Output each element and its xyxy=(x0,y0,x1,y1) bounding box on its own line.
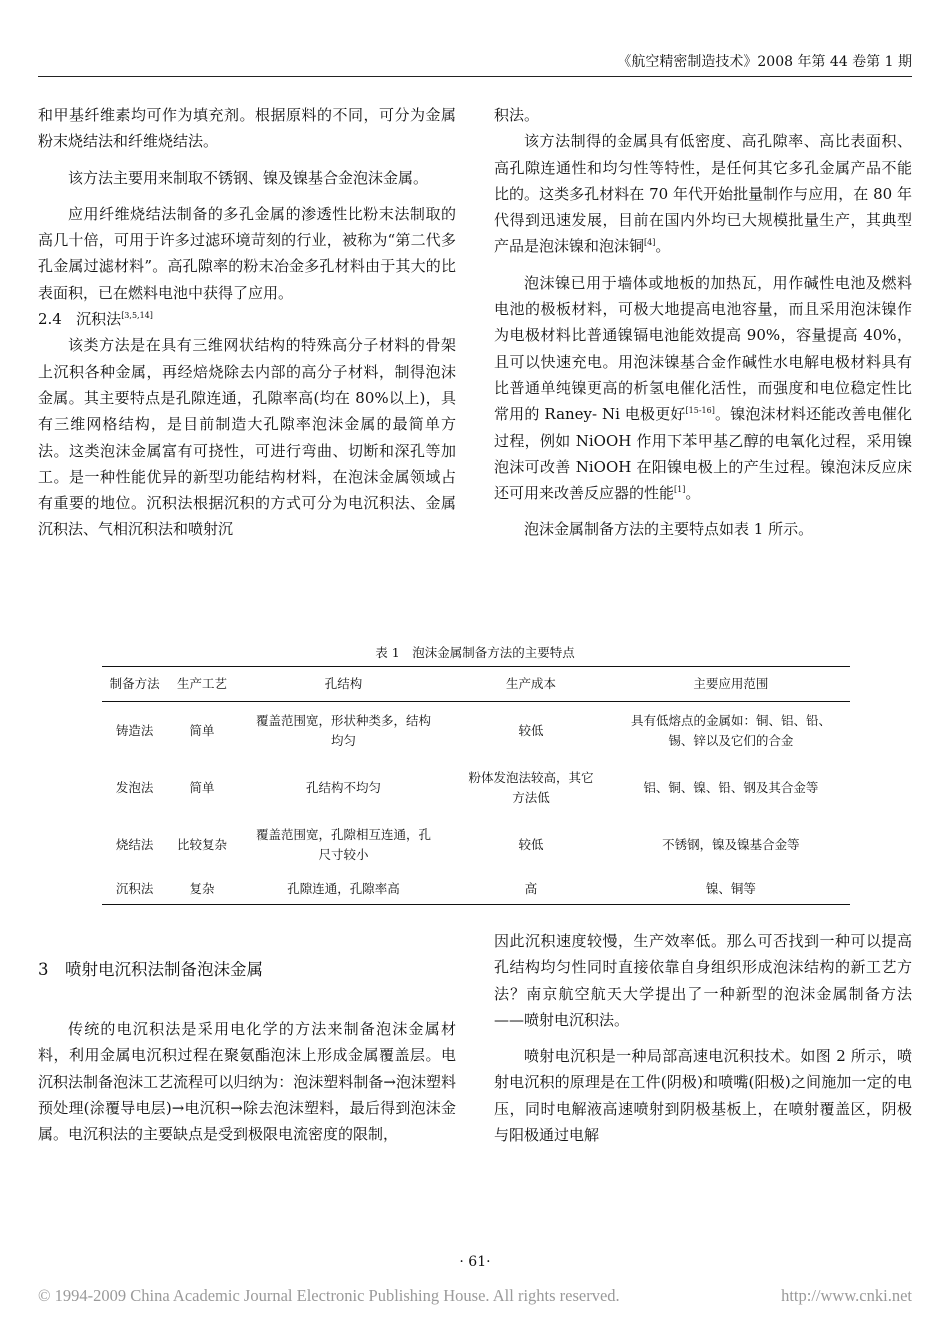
column-header: 生产工艺 xyxy=(167,667,237,702)
paragraph: 传统的电沉积法是采用电化学的方法来制备泡沫金属材料，利用金属电沉积过程在聚氨酯泡沫上形成金属覆盖层。电沉积法制备泡沫工艺流程可以归纳为：泡沫塑料制备→泡沫塑料预处理(涂覆导电层)→电沉积→除去泡沫塑料，最后得到泡沫金属。电沉积法的主要缺点是受到极限电流密度的限制， xyxy=(38,1020,456,1144)
paragraph: 和甲基纤维素均可作为填充剂。根据原料的不同，可分为金属粉末烧结法和纤维烧结法。 xyxy=(38,106,456,151)
paragraph: 泡沫金属制备方法的主要特点如表 1 所示。 xyxy=(524,520,814,539)
left-column-upper xyxy=(38,102,456,543)
table-cell: 比较复杂 xyxy=(176,837,227,852)
paragraph: 该方法制得的金属具有低密度、高孔隙率、高比表面积、高孔隙连通性和均匀性等特性，是任何其它多孔金属产品不能比的。这类多孔材料在 70 年代开始批量制作与应用，在 80 年代得到迅速发展，目前在国内外均已大规模批量生产，其典型产品是泡沫镍和泡沫铜[4]。 xyxy=(494,132,912,256)
right-column-lower xyxy=(494,928,912,1148)
table-cell: 发泡法 xyxy=(115,780,154,795)
citation: [1] xyxy=(674,485,686,495)
table-cell: 覆盖范围宽，孔隙相互连通，孔尺寸较小 xyxy=(255,827,431,862)
table-cell: 覆盖范围宽，形状种类多，结构均匀 xyxy=(255,713,431,748)
table-caption: 表 1 泡沫金属制备方法的主要特点 xyxy=(375,645,575,660)
table-cell: 烧结法 xyxy=(115,837,154,852)
table-cell: 孔隙连通，孔隙率高 xyxy=(287,881,400,896)
table-cell: 镍、铜等 xyxy=(705,881,756,896)
table-row xyxy=(102,816,850,874)
table-cell: 粉体发泡法较高，其它方法低 xyxy=(468,770,594,805)
methods-table xyxy=(102,666,850,905)
paragraph: 喷射电沉积是一种局部高速电沉积技术。如图 2 所示，喷射电沉积的原理是在工件(阴极)和喷嘴(阳极)之间施加一定的电压，同时电解液高速喷射到阴极基板上，在喷射覆盖区，阴极与阳极通过电解 xyxy=(494,1047,912,1145)
table-cell: 高 xyxy=(524,881,538,896)
table-row xyxy=(102,760,850,816)
subsection-title: 沉积法 xyxy=(76,310,122,329)
table-header-row xyxy=(102,667,850,702)
subsection-number: 2.4 xyxy=(38,310,62,329)
table-cell: 铝、铜、镍、铅、钢及其合金等 xyxy=(643,780,819,795)
table-row xyxy=(102,874,850,905)
table-cell: 较低 xyxy=(518,723,544,738)
paragraph: 应用纤维烧结法制备的多孔金属的渗透性比粉末法制取的高几十倍，可用于许多过滤环境苛刻的行业，被称为“第二代多孔金属过滤材料”。高孔隙率的粉末冶金多孔材料由于其大的比表面积，已在燃料电池中获得了应用。 xyxy=(38,204,456,302)
table-cell: 简单 xyxy=(189,723,215,738)
paragraph: 该方法主要用来制取不锈钢、镍及镍基合金泡沫金属。 xyxy=(68,168,429,187)
paragraph: 泡沫镍已用于墙体或地板的加热瓦，用作碱性电池及燃料电池的极板材料，可极大地提高电池容量，而且采用泡沫镍作为电极材料比普通镍镉电池能效提高 90%，容量提高 40%，且可以快速充电。用泡沫镍基合金作碱性水电解电极材料具有比普通单纯镍更高的析氢电催化活性，而强度和电位稳定性比常用的 Raney- Ni 电极更好[15-16]。镍泡沫材料还能改善电催化过程，例如 NiOOH 作用下苯甲基乙醇的电氧化过程，采用镍泡沫可改善 NiOOH 在阳镍电极上的产生过程。镍泡沫反应床还可用来改善反应器的性能[1]。 xyxy=(494,273,912,503)
footer-url[interactable]: http://www.cnki.net xyxy=(781,1286,912,1305)
page-number: · 61· xyxy=(459,1254,491,1270)
paragraph: 积法。 xyxy=(494,106,540,124)
paragraph: 该类方法是在具有三维网状结构的特殊高分子材料的骨架上沉积各种金属，再经焙烧除去内部的高分子材料，制得泡沫金属。其主要特点是孔隙连通，孔隙率高(均在 80%以上)，具有三维网格结构，是目前制造大孔隙率泡沫金属的最简单方法。这类泡沫金属富有可挠性，可进行弯曲、切断和深孔等加工。是一种性能优异的新型功能结构材料，在泡沫金属领域占有重要的地位。沉积法根据沉积的方式可分为电沉积法、金属沉积法、气相沉积法和喷射沉 xyxy=(38,336,456,539)
left-column-lower xyxy=(38,1016,456,1147)
table-cell: 不锈钢，镍及镍基合金等 xyxy=(662,837,800,852)
section-heading: 3 喷射电沉积法制备泡沫金属 xyxy=(38,960,263,979)
footer xyxy=(38,1286,912,1306)
citation: [15-16] xyxy=(685,406,715,416)
table-row xyxy=(102,702,850,761)
table-cell: 较低 xyxy=(518,837,544,852)
copyright-notice: © 1994-2009 China Academic Journal Electronic Publishing House. All rights reserved. xyxy=(38,1286,620,1305)
table-cell: 沉积法 xyxy=(115,881,154,896)
right-column-upper xyxy=(494,102,912,543)
citation: [4] xyxy=(644,238,656,248)
column-header: 生产成本 xyxy=(450,667,612,702)
table-cell: 具有低熔点的金属如：铜、铝、铅、锡、锌以及它们的合金 xyxy=(630,713,831,748)
column-header: 制备方法 xyxy=(102,667,167,702)
table-cell: 简单 xyxy=(189,780,215,795)
table-cell: 孔结构不均匀 xyxy=(305,780,381,795)
running-header xyxy=(38,52,912,77)
subsection-heading xyxy=(38,306,456,332)
journal-info: 《航空精密制造技术》2008 年第 44 卷第 1 期 xyxy=(617,54,912,70)
column-header: 主要应用范围 xyxy=(612,667,850,702)
column-header: 孔结构 xyxy=(237,667,450,702)
citation: [3,5,14] xyxy=(121,311,153,321)
table-cell: 复杂 xyxy=(189,881,215,896)
table-cell: 铸造法 xyxy=(115,723,154,738)
paragraph: 因此沉积速度较慢，生产效率低。那么可否找到一种可以提高孔结构均匀性同时直接依靠自身组织形成泡沫结构的新工艺方法？南京航空航天大学提出了一种新型的泡沫金属制备方法——喷射电沉积法。 xyxy=(494,932,912,1029)
